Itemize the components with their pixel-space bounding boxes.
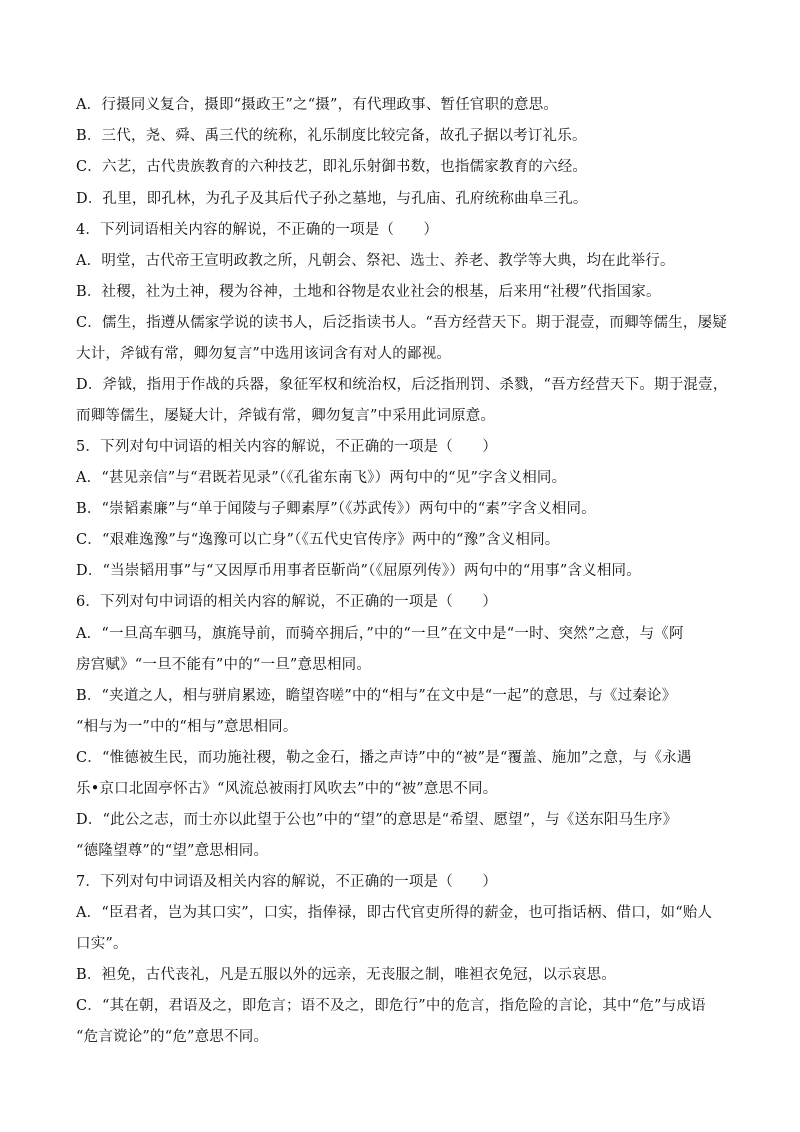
q4-option-b: B．社稷，社为土神，稷为谷神，土地和谷物是农业社会的根基，后来用“社稷”代指国家。: [76, 284, 661, 300]
q5-option-c: C．“艰难逸豫”与“逸豫可以亡身”（《五代史官传序》两中的“豫”含义相同。: [76, 532, 560, 548]
q6-option-b-cont: “相与为一”中的“相与”意思相同。: [76, 719, 298, 735]
q7-option-a-cont: 口实”。: [76, 936, 128, 952]
q5-option-b: B．“崇韬素廉”与“单于闻陵与子卿素厚”（《苏武传》）两句中的“素”字含义相同。: [76, 501, 596, 517]
q6-option-a-cont: 房宫赋》“一旦不能有”中的“一旦”意思相同。: [76, 657, 372, 673]
q5-option-d: D．“当崇韬用事”与“又因厚币用事者臣靳尚”（《屈原列传》）两句中的“用事”含义相同。: [76, 563, 641, 579]
q6-option-d-cont: “德隆望尊”的“望”意思相同。: [76, 843, 269, 859]
q4-option-c: C．儒生，指遵从儒家学说的读书人，后泛指读书人。“吾方经营天下。期于混壹，而卿等儒生，屡疑: [76, 315, 728, 331]
q4-option-d: D．斧钺，指用于作战的兵器，象征军权和统治权，后泛指刑罚、杀戮，“吾方经营天下。期于混壹，: [76, 377, 728, 393]
option-d-line: D．孔里，即孔林，为孔子及其后代子孙之墓地，与孔庙、孔府统称曲阜三孔。: [76, 191, 588, 207]
option-a-line: A．行摄同义复合，摄即“摄政王”之“摄”，有代理政事、暂任官职的意思。: [76, 97, 559, 113]
q7-option-c: C．“其在朝，君语及之，即危言；语不及之，即危行”中的危言，指危险的言论，其中“危”与成语: [76, 998, 706, 1014]
q7-option-a: A．“臣君者，岂为其口实”，口实，指俸禄，即古代官吏所得的薪金，也可指话柄、借口，如“贻人: [76, 905, 713, 921]
option-b-line: B．三代，尧、舜、禹三代的统称，礼乐制度比较完备，故孔子据以考订礼乐。: [76, 128, 587, 144]
q4-option-a: A．明堂，古代帝王宣明政教之所，凡朝会、祭祀、选士、养老、教学等大典，均在此举行。: [76, 253, 675, 269]
q6-option-b: B．“夹道之人，相与骈肩累迹，瞻望咨嗟”中的“相与”在文中是“一起”的意思，与《过秦论》: [76, 688, 677, 704]
q6-option-a: A．“一旦高车驷马，旗旄导前，而骑卒拥后，”中的“一旦”在文中是“一时、突然”之意，与《阿: [76, 626, 684, 642]
q4-option-c-cont: 大计，斧钺有常，卿勿复言”中选用该词含有对人的鄙视。: [76, 346, 452, 362]
q7-option-b: B．袒免，古代丧礼，凡是五服以外的远亲，无丧服之制，唯袒衣免冠，以示哀思。: [76, 967, 617, 983]
question-5-stem: 5．下列对句中词语的相关内容的解说，不正确的一项是（ ）: [76, 439, 498, 455]
q6-option-c: C．“惟德被生民，而功施社稷，勒之金石，播之声诗”中的“被”是“覆盖、施加”之意，与《永遇: [76, 750, 692, 766]
q6-option-c-cont: 乐•京口北固亭怀古》“风流总被雨打风吹去”中的“被”意思不同。: [76, 781, 498, 797]
q5-option-a: A．“甚见亲信”与“君既若见录”（《孔雀东南飞》）两句中的“见”字含义相同。: [76, 470, 567, 486]
question-7-stem: 7．下列对句中词语及相关内容的解说，不正确的一项是（ ）: [76, 874, 498, 890]
q6-option-d: D．“此公之志，而士亦以此望于公也”中的“望”的意思是“希望、愿望”，与《送东阳马生序》: [76, 812, 678, 828]
q4-option-d-cont: 而卿等儒生，屡疑大计，斧钺有常，卿勿复言”中采用此词原意。: [76, 408, 496, 424]
q7-option-c-cont: “危言谠论”的“危”意思不同。: [76, 1029, 269, 1045]
question-4-stem: 4．下列词语相关内容的解说，不正确的一项是（ ）: [76, 222, 439, 238]
question-6-stem: 6．下列对句中词语的相关内容的解说，不正确的一项是（ ）: [76, 594, 498, 610]
option-c-line: C．六艺，古代贵族教育的六种技艺，即礼乐射御书数，也指儒家教育的六经。: [76, 159, 588, 175]
